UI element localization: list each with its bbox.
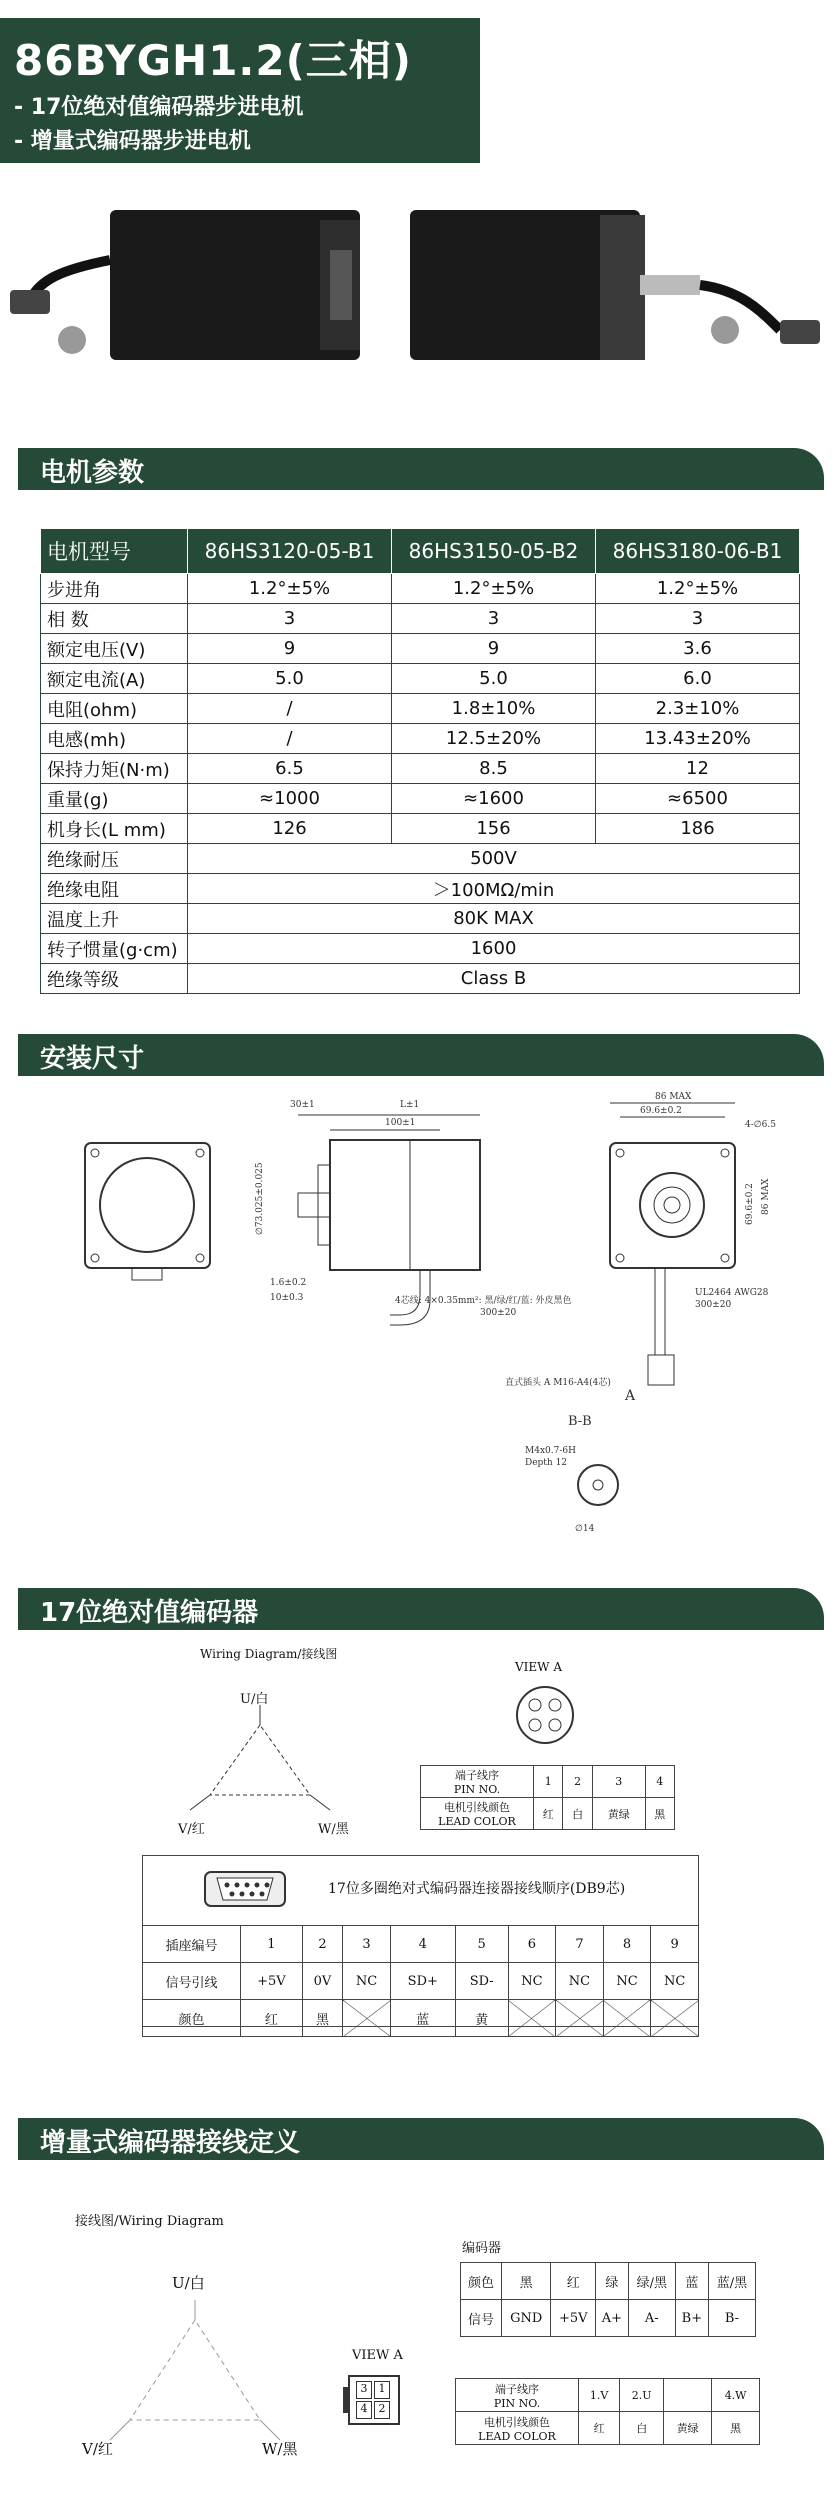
side-view: [255, 1100, 572, 1325]
connector-note: 直式插头 A M16-A4(4芯): [505, 1378, 611, 1388]
table-row: [456, 2379, 760, 2412]
plug-pin: 2: [374, 2401, 390, 2419]
table-cell: NC: [343, 1963, 391, 2000]
table-cell: 端子线序 PIN NO.: [456, 2379, 579, 2412]
table-cell: 6: [508, 1926, 556, 1963]
table-cell: 1: [241, 1926, 303, 1963]
table-cell: 3.6: [596, 634, 800, 664]
subtitle-line-2: - 增量式编码器步进电机: [14, 129, 251, 154]
table-cell: Class B: [188, 964, 800, 994]
table-row: [421, 1766, 675, 1798]
table-row: [41, 724, 800, 754]
table-cell: 1.2°±5%: [188, 574, 392, 604]
table-cell: 2.U: [620, 2379, 664, 2412]
db9-table: [142, 1925, 699, 2037]
table-cell: A-: [628, 2300, 675, 2337]
table-row: [41, 784, 800, 814]
table-cell: 端子线序 PIN NO.: [421, 1766, 534, 1798]
table-cell: 9: [651, 1926, 699, 1963]
table-cell: 蓝: [675, 2263, 708, 2300]
table-row: [461, 2263, 756, 2300]
section-banner-install: [18, 1034, 824, 1076]
section-bb-view: [525, 1414, 618, 1534]
dim-label: 300±20: [480, 1308, 517, 1318]
table-cell: 3: [392, 604, 596, 634]
table-header-cell: 电机型号: [41, 529, 188, 574]
v-label: V/红: [178, 1822, 205, 1837]
table-cell: 信号引线: [143, 1963, 241, 2000]
table-cell: ≈1000: [188, 784, 392, 814]
table-cell: 黑: [302, 2000, 342, 2037]
table-cell: 白: [563, 1798, 592, 1830]
table-cell: NC: [603, 1963, 651, 2000]
winding-diagram: [170, 1695, 350, 1835]
table-cell: 13.43±20%: [596, 724, 800, 754]
table-cell: B-: [708, 2300, 755, 2337]
table-cell: +5V: [551, 2300, 595, 2337]
dimension-drawing: [0, 1085, 840, 1555]
empty-cell: [556, 2000, 604, 2037]
table-header-cell: 86HS3180-06-B1: [596, 529, 800, 574]
table-cell: 步进角: [41, 574, 188, 604]
wiring-title: Wiring Diagram/接线图: [200, 1647, 338, 1661]
table-row: [41, 694, 800, 724]
table-row: [41, 874, 800, 904]
table-cell: SD-: [455, 1963, 508, 2000]
page-title: 86BYGH1.2(三相): [14, 36, 412, 85]
table-header-cell: 86HS3150-05-B2: [392, 529, 596, 574]
table-cell: 黑: [645, 1798, 674, 1830]
table-cell: 0V: [302, 1963, 342, 2000]
table-row: [41, 754, 800, 784]
table-cell: A+: [595, 2300, 628, 2337]
encoder-label: 编码器: [462, 2241, 502, 2256]
dim-label: 86 MAX: [655, 1092, 692, 1102]
table-cell: 2: [302, 1926, 342, 1963]
table-cell: 3: [596, 604, 800, 634]
table-cell: 1.V: [579, 2379, 620, 2412]
pin-table: [420, 1765, 675, 1830]
section-title: 安装尺寸: [40, 1044, 145, 1074]
table-cell: 绝缘耐压: [41, 844, 188, 874]
empty-cell: [343, 2000, 391, 2037]
table-cell: 转子惯量(g·cm): [41, 934, 188, 964]
dim-label: 86 MAX: [761, 1178, 771, 1215]
table-cell: 3: [188, 604, 392, 634]
table-cell: 1.2°±5%: [392, 574, 596, 604]
dim-label: L±1: [400, 1100, 420, 1110]
dim-label: 4-∅6.5: [745, 1120, 776, 1130]
table-cell: ≈6500: [596, 784, 800, 814]
w-label: W/黑: [318, 1822, 349, 1837]
table-cell: 绿: [595, 2263, 628, 2300]
section-banner-inc-encoder: [18, 2118, 824, 2160]
table-cell: [664, 2379, 712, 2412]
table-cell: ＞100MΩ/min: [188, 874, 800, 904]
section-title: 电机参数: [40, 458, 145, 488]
table-cell: 绝缘电阻: [41, 874, 188, 904]
table-cell: 黑: [712, 2412, 760, 2445]
table-cell: 电机引线颜色 LEAD COLOR: [456, 2412, 579, 2445]
table-cell: 80K MAX: [188, 904, 800, 934]
table-cell: 12: [596, 754, 800, 784]
motor-photo-right: [410, 210, 820, 360]
table-cell: 蓝: [390, 2000, 455, 2037]
table-cell: 4: [645, 1766, 674, 1798]
table-cell: 156: [392, 814, 596, 844]
table-cell: 绿/黑: [628, 2263, 675, 2300]
table-cell: 9: [188, 634, 392, 664]
table-row: [143, 1963, 699, 2000]
thread-note: M4x0.7-6H: [525, 1446, 576, 1456]
table-row: [41, 634, 800, 664]
empty-cell: [651, 2000, 699, 2037]
table-cell: 3: [592, 1766, 645, 1798]
table-cell: 白: [620, 2412, 664, 2445]
dim-label: 30±1: [290, 1100, 315, 1110]
table-row: [461, 2300, 756, 2337]
winding-diagram: [100, 2300, 290, 2450]
plug-pin: 3: [356, 2381, 372, 2399]
table-cell: 186: [596, 814, 800, 844]
table-cell: 黄: [455, 2000, 508, 2037]
section-banner-params: [18, 448, 824, 490]
params-table: [40, 528, 800, 994]
dim-label: ∅14: [575, 1524, 595, 1534]
table-cell: 额定电压(V): [41, 634, 188, 664]
section-title: 增量式编码器接线定义: [40, 2128, 301, 2158]
plug-icon: [348, 2375, 400, 2425]
v-label: V/红: [82, 2440, 113, 2458]
table-cell: 颜色: [461, 2263, 502, 2300]
table-row: [41, 814, 800, 844]
encoder-table: [460, 2262, 756, 2337]
table-cell: 8: [603, 1926, 651, 1963]
db9-connector-icon: [203, 1866, 287, 1912]
table-cell: 1600: [188, 934, 800, 964]
dim-label: 69.6±0.2: [745, 1183, 755, 1225]
table-cell: 5.0: [392, 664, 596, 694]
table-cell: 红: [579, 2412, 620, 2445]
db9-title: 17位多圈绝对式编码器连接器接线顺序(DB9芯): [328, 1881, 626, 1897]
table-cell: 7: [556, 1926, 604, 1963]
table-cell: 黑: [501, 2263, 551, 2300]
empty-cell: [508, 2000, 556, 2037]
table-cell: NC: [651, 1963, 699, 2000]
wire-note: 4芯线: 4×0.35mm²: 黑/绿/红/蓝: 外皮黑色: [395, 1296, 572, 1306]
table-cell: 12.5±20%: [392, 724, 596, 754]
dim-label: 10±0.3: [270, 1293, 304, 1303]
table-cell: 红: [241, 2000, 303, 2037]
section-label: B-B: [568, 1414, 592, 1429]
table-cell: 5.0: [188, 664, 392, 694]
table-cell: 5: [455, 1926, 508, 1963]
table-row: [41, 904, 800, 934]
table-cell: 1.2°±5%: [596, 574, 800, 604]
plug-pin: 1: [374, 2381, 390, 2399]
table-cell: +5V: [241, 1963, 303, 2000]
front-view: [85, 1143, 210, 1280]
table-row: [41, 934, 800, 964]
table-cell: 红: [534, 1798, 563, 1830]
table-cell: 电机引线颜色 LEAD COLOR: [421, 1798, 534, 1830]
table-cell: 信号: [461, 2300, 502, 2337]
table-cell: 电感(mh): [41, 724, 188, 754]
table-cell: 电阻(ohm): [41, 694, 188, 724]
inc-pin-table: [455, 2378, 760, 2445]
table-cell: /: [188, 724, 392, 754]
w-label: W/黑: [262, 2440, 298, 2458]
table-cell: NC: [556, 1963, 604, 2000]
table-cell: 9: [392, 634, 596, 664]
dim-label: 100±1: [385, 1118, 416, 1128]
table-header-cell: 86HS3120-05-B1: [188, 529, 392, 574]
view-label: A: [625, 1388, 636, 1404]
table-row: [456, 2412, 760, 2445]
u-label: U/白: [172, 2274, 205, 2292]
table-cell: 6.5: [188, 754, 392, 784]
table-cell: NC: [508, 1963, 556, 2000]
table-row: [41, 964, 800, 994]
table-cell: 红: [551, 2263, 595, 2300]
view-a-label: VIEW A: [352, 2348, 403, 2363]
table-cell: 4: [390, 1926, 455, 1963]
wire-note: UL2464 AWG28: [695, 1288, 769, 1298]
rear-view: [505, 1092, 776, 1404]
empty-cell: [603, 2000, 651, 2037]
table-cell: 6.0: [596, 664, 800, 694]
section-banner-abs-encoder: [18, 1588, 824, 1630]
plug-pin: 4: [356, 2401, 372, 2419]
table-cell: 500V: [188, 844, 800, 874]
product-photos: [0, 190, 840, 420]
dim-label: 69.6±0.2: [640, 1106, 682, 1116]
table-cell: ≈1600: [392, 784, 596, 814]
table-row: [41, 844, 800, 874]
dim-label: ∅73.025±0.025: [255, 1162, 265, 1235]
wiring-title: 接线图/Wiring Diagram: [75, 2214, 224, 2229]
view-a-label: VIEW A: [515, 1660, 562, 1674]
table-cell: 2: [563, 1766, 592, 1798]
table-cell: 颜色: [143, 2000, 241, 2037]
table-cell: 额定电流(A): [41, 664, 188, 694]
table-row: [421, 1798, 675, 1830]
table-row: [143, 2000, 699, 2037]
table-cell: /: [188, 694, 392, 724]
table-cell: B+: [675, 2300, 708, 2337]
table-cell: SD+: [390, 1963, 455, 2000]
table-header-row: [41, 529, 800, 574]
table-cell: 机身长(L mm): [41, 814, 188, 844]
title-box: [0, 18, 480, 163]
table-cell: 保持力矩(N·m): [41, 754, 188, 784]
u-label: U/白: [240, 1692, 269, 1707]
table-cell: 3: [343, 1926, 391, 1963]
table-cell: 黄绿: [664, 2412, 712, 2445]
table-row: [41, 664, 800, 694]
table-cell: 黄绿: [592, 1798, 645, 1830]
table-cell: 1: [534, 1766, 563, 1798]
table-cell: 8.5: [392, 754, 596, 784]
dim-label: 1.6±0.2: [270, 1278, 307, 1288]
table-cell: GND: [501, 2300, 551, 2337]
table-row: [41, 574, 800, 604]
table-cell: 温度上升: [41, 904, 188, 934]
depth-note: Depth 12: [525, 1458, 568, 1468]
table-row: [143, 1926, 699, 1963]
subtitle-line-1: - 17位绝对值编码器步进电机: [14, 95, 304, 120]
section-title: 17位绝对值编码器: [40, 1598, 259, 1628]
dim-label: 300±20: [695, 1300, 732, 1310]
table-cell: 相 数: [41, 604, 188, 634]
table-cell: 2.3±10%: [596, 694, 800, 724]
table-cell: 蓝/黑: [708, 2263, 755, 2300]
table-row: [41, 604, 800, 634]
table-cell: 绝缘等级: [41, 964, 188, 994]
table-cell: 重量(g): [41, 784, 188, 814]
connector-icon: [510, 1680, 580, 1750]
table-cell: 1.8±10%: [392, 694, 596, 724]
table-cell: 126: [188, 814, 392, 844]
motor-photo-left: [10, 210, 360, 360]
table-cell: 插座编号: [143, 1926, 241, 1963]
table-cell: 4.W: [712, 2379, 760, 2412]
